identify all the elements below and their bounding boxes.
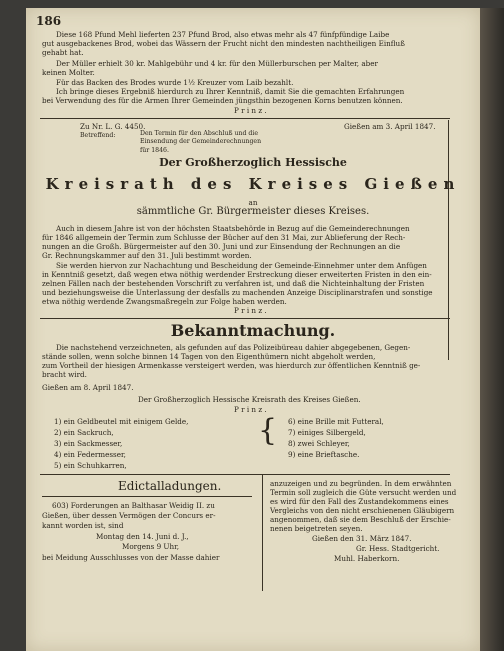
decree-body-line: nungen an die Großh. Bürgermeister auf den 30. Juni und zur Einsendung der Rechnungen an die (42, 242, 401, 251)
decree-body-line: zelnen Fällen nach der bestehenden Vorschrift zu verfahren ist, und daß die Nichteinhaltung der Fristen (42, 279, 425, 288)
decree-body-line: etwa nöthig werdende Zwangsmaßregeln zur Folge haben werden. (42, 297, 287, 306)
book-page-edge (480, 8, 504, 651)
found-item: 6) eine Brille mit Futteral, (288, 417, 384, 426)
decree-body-line: in Kenntniß gesetzt, daß wegen etwa nöthig werdender Erstreckung dieser erweiterten Fristen in den ein- (42, 270, 432, 279)
divider (42, 496, 252, 497)
found-item: 1) ein Geldbeutel mit einigem Gelde, (54, 417, 189, 426)
place-date: Gießen am 3. April 1847. (344, 122, 436, 131)
bekanntmachung-body-line: Die nachstehend verzeichneten, als gefunden auf das Polizeibüreau dahier abgegebenen, Gegen- (56, 343, 411, 352)
divider (40, 318, 450, 319)
reference-number: Zu Nr. L. G. 4450. (80, 122, 146, 131)
edikt-line: bei Meidung Ausschlusses von der Masse dahier (42, 553, 220, 562)
decree-title: Kreisrath des Kreises Gießen (45, 175, 461, 193)
an-label: an (248, 198, 258, 207)
column-rule (262, 475, 263, 591)
bekanntmachung-body-line: stände sollen, wenn solche binnen 14 Tagen von den Eigenthümern nicht abgeholt werden, (42, 352, 376, 361)
decree-body-line: und beziehungsweise die Unterlassung der desfalls zu machenden Anzeige Disciplinarstrafen und sonstige (42, 288, 433, 297)
edikt-line: Montag den 14. Juni d. J., (96, 532, 189, 541)
betreffend-label: Betreffend: (80, 132, 116, 139)
bekanntmachung-body-line: zum Vortheil der hiesigen Armenkasse versteigert werden, was hierdurch zur öffentlichen Kenntniß ge- (42, 361, 421, 370)
edikt-right-line: es wird für den Fall des Zustandekommens eines (270, 497, 449, 506)
page-number: 186 (36, 14, 62, 28)
issuer-heading: Der Großherzoglich Hessische (159, 156, 347, 169)
decree-body-line: Gr. Rechnungskammer auf den 31. Juli bestimmt worden. (42, 251, 252, 260)
top-notice-line: Ich bringe dieses Ergebniß hierdurch zu Ihrer Kenntniß, damit Sie die gemachten Erfahrungen (56, 87, 405, 96)
decree-body-line: Sie werden hiervon zur Nachachtung und Bescheidung der Gemeinde-Einnehmer unter dem Anfügen (56, 261, 427, 270)
found-item: 4) ein Federmesser, (54, 450, 126, 459)
betreffend-text: für 1846. (140, 147, 169, 154)
edikt-line: 603) Forderungen an Balthasar Weidig II. zu (52, 501, 215, 510)
recipients: sämmtliche Gr. Bürgermeister dieses Kreises. (136, 206, 370, 217)
decree-body-line: Auch in diesem Jahre ist von der höchsten Staatsbehörde in Bezug auf die Gemeinderechnungen (56, 224, 410, 233)
found-item: 2) ein Sackruch, (54, 428, 114, 437)
divider (40, 474, 450, 475)
edikt-right-line: angenommen, daß sie dem Beschluß der Erschie- (270, 515, 451, 524)
edikt-right-line: nenen beigetreten seyen. (270, 524, 363, 533)
edikt-line: Gießen, über dessen Vermögen der Concurs er- (42, 511, 216, 520)
top-notice-line: Für das Backen des Brodes wurde 1½ Kreuzer vom Laib bezahlt. (56, 78, 294, 87)
bekanntmachung-body-line: bracht wird. (42, 370, 87, 379)
top-notice-line: Diese 168 Pfund Mehl lieferten 237 Pfund Brod, also etwas mehr als 47 fünfpfündige Laibe (56, 30, 390, 39)
signature: P r i n z . (234, 306, 267, 315)
found-item: 7) einiges Silbergeld, (288, 428, 366, 437)
edikt-right-line: anzuzeigen und zu begründen. In dem erwähnten (270, 479, 452, 488)
edikt-heading: Edictalladungen. (118, 479, 222, 493)
top-notice-line: keinen Molter. (42, 68, 95, 77)
bekanntmachung-date: Gießen am 8. April 1847. (42, 383, 134, 392)
edikt-court: Gr. Hess. Stadtgericht. (356, 544, 440, 553)
bekanntmachung-office: Der Großherzoglich Hessische Kreisrath des Kreises Gießen. (138, 395, 361, 404)
signature: P r i n z . (234, 106, 267, 115)
edikt-date: Gießen den 31. März 1847. (312, 534, 412, 543)
top-notice-line: bei Verwendung des für die Armen Ihrer Gemeinden jüngsthin bezogenen Korns benutzen können. (42, 96, 403, 105)
edikt-line: kannt worden ist, sind (42, 521, 124, 530)
top-notice-line: gut ausgebackenes Brod, wobei das Wässern der Frucht nicht den mindesten nachtheiligen Einfluß (42, 39, 405, 48)
top-notice-line: Der Müller erhielt 30 kr. Mahlgebühr und 4 kr. für den Müllerburschen per Malter, aber (56, 59, 378, 68)
bekanntmachung-heading: Bekanntmachung. (170, 321, 336, 340)
document-page (26, 8, 480, 651)
found-item: 3) ein Sackmesser, (54, 439, 123, 448)
divider (40, 118, 450, 119)
edikt-signatories: Muhl. Haberkorn. (334, 554, 400, 563)
found-item: 8) zwei Schleyer, (288, 439, 350, 448)
betreffend-text: Einsendung der Gemeinderechnungen (140, 138, 262, 145)
edikt-right-line: Vergleichs von den nicht erschienenen Gläubigern (270, 506, 455, 515)
found-item: 9) eine Brieftasche. (288, 450, 360, 459)
signature: P r i n z . (234, 405, 267, 414)
found-item: 5) ein Schuhkarren, (54, 461, 127, 470)
edikt-right-line: Termin soll zugleich die Güte versucht werden und (270, 488, 457, 497)
decree-body-line: für 1846 allgemein der Termin zum Schlusse der Bücher auf den 31 Mai, zur Ablieferung der Rech- (42, 233, 406, 242)
top-notice-line: gehabt hat. (42, 48, 84, 57)
brace-icon: { (258, 413, 278, 448)
edikt-line: Morgens 9 Uhr, (122, 542, 180, 551)
betreffend-text: Den Termin für den Abschluß und die (140, 130, 259, 137)
